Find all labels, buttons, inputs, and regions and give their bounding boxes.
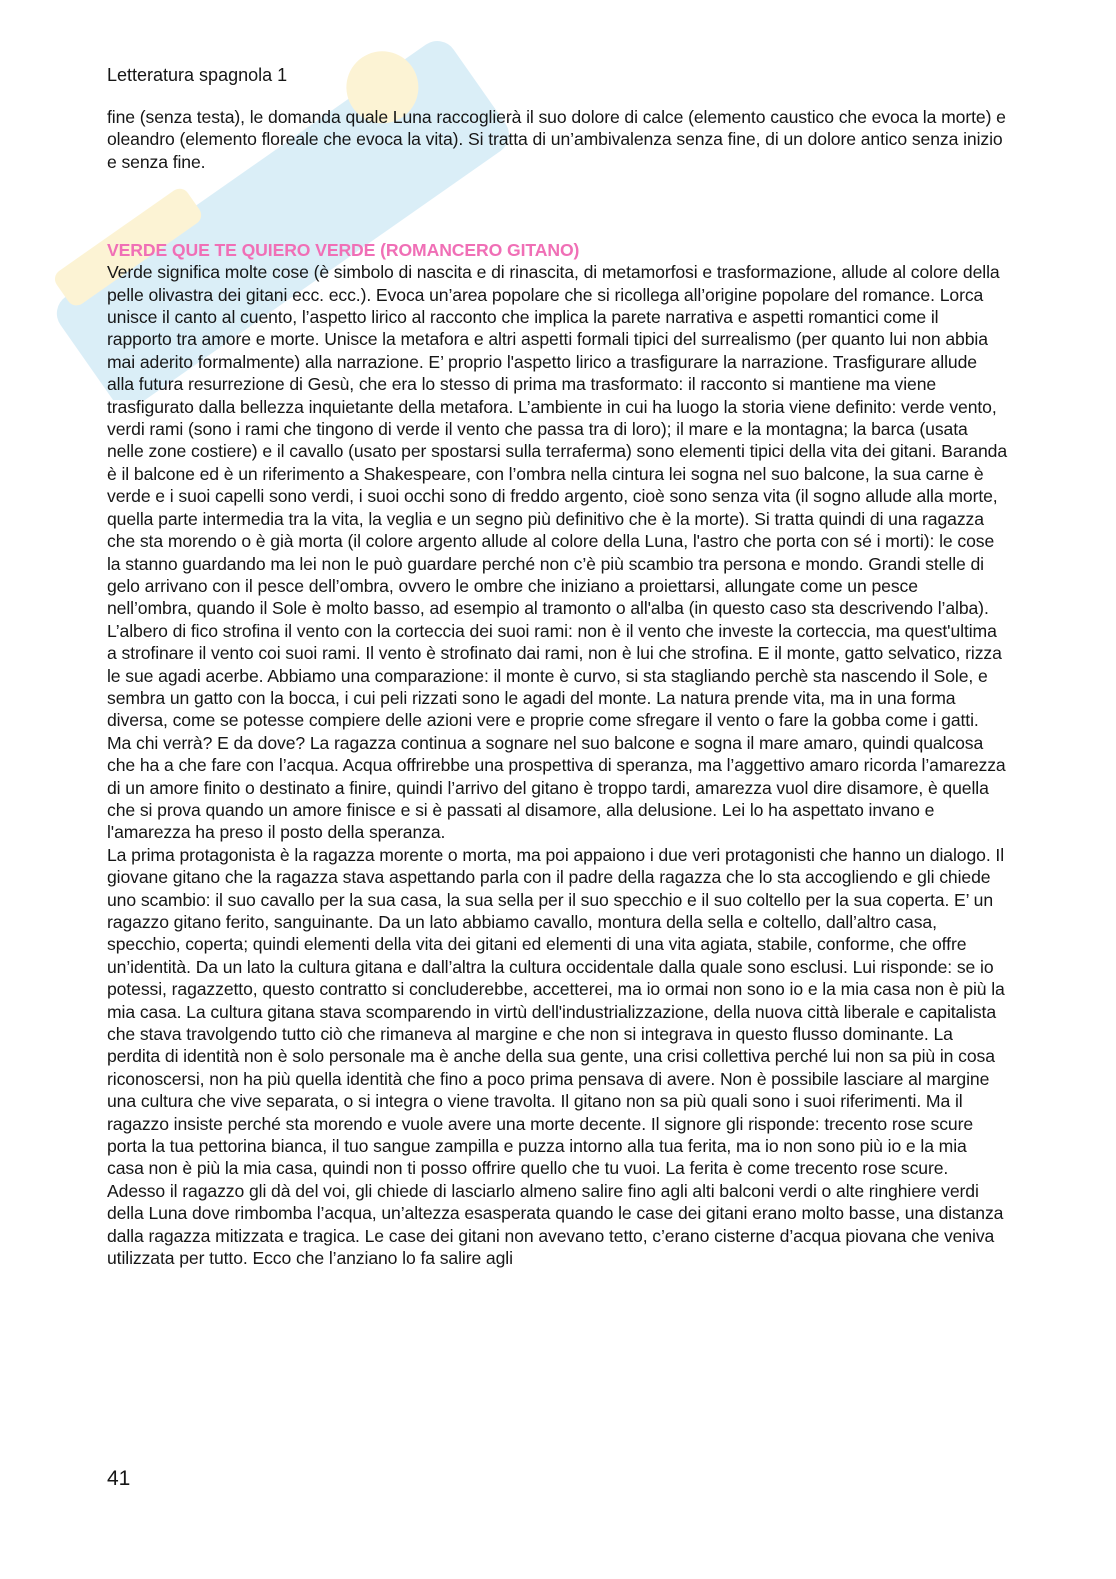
- intro-paragraph: fine (senza testa), le domanda quale Luna raccoglierà il suo dolore di calce (elemento caustico che evoca la morte) e oleandro (elemento floreale che evoca la vita). Si tratta di un’ambivalenza senza fine, di un dolore antico senza inizio e senza fine.: [107, 107, 1006, 172]
- document-page: [107, 64, 1007, 1270]
- page-number: 41: [107, 1467, 131, 1490]
- body-paragraph-2: La prima protagonista è la ragazza morente o morta, ma poi appaiono i due veri protagonisti che hanno un dialogo. Il giovane gitano che la ragazza stava aspettando parla con il padre della ragazza che lo sta accogliendo e gli chiede uno scambio: il suo cavallo per la sua casa, la sua sella per il suo specchio e il suo coltello per la sua coperta. E’ un ragazzo gitano ferito, sanguinante. Da un lato abbiamo cavallo, montura della sella e coltello, dall’altro casa, specchio, coperta; quindi elementi della vita dei gitani ed elementi di una vita agiata, stabile, conforme, che offre un’identità. Da un lato la cultura gitana e dall’altra la cultura occidentale dalla quale sono esclusi. Lui risponde: se io potessi, ragazzetto, questo contratto si concluderebbe, accetterei, ma io ormai non sono io e la mia casa non è più la mia casa. La cultura gitana stava scomparendo in virtù dell'industrializzazione, della nuova città liberale e capitalista che stava travolgendo tutto ciò che rimaneva al margine e che non si integrava in questo flusso dominante. La perdita di identità non è solo personale ma è anche della sua gente, una crisi collettiva perché lui non sa più in cosa riconoscersi, non ha più quella identità che fino a poco prima pensava di avere. Non è possibile lasciare al margine una cultura che vive separata, o si integra o viene travolta. Il gitano non sa più quali sono i suoi riferimenti. Ma il ragazzo insiste perché sta morendo e vuole avere una morte decente. Il signore gli risponde: trecento rose scure porta la tua pettorina bianca, il tuo sangue zampilla e puzza intorno alla tua ferita, ma io non sono più io e la mia casa non è più la mia casa, quindi non ti posso offrire quello che tu vuoi. La ferita è come trecento rose scure. Adesso il ragazzo gli dà del voi, gli chiede di lasciarlo almeno salire fino agli alti balconi verdi o alte ringhiere verdi della Luna dove rimbomba l’acqua, un’altezza esasperata quando le case dei gitani erano molto basse, una distanza dalla ragazza mitizzata e tragica. Le case dei gitani non avevano tetto, c’erano cisterne d’acqua piovana che veniva utilizzata per tutto. Ecco che l’anziano lo fa salire agli: [107, 844, 1005, 1269]
- body-paragraph-1: Verde significa molte cose (è simbolo di nascita e di rinascita, di metamorfosi e trasformazione, allude al colore della pelle olivastra dei gitani ecc. ecc.). Evoca un’area popolare che si ricollega all’origine popolare del romance. Lorca unisce il canto al cuento, l’aspetto lirico al racconto che implica la parete narrativa e aspetti romantici come il rapporto tra amore e morte. Unisce la metafora e altri aspetti formali tipici del surrealismo (per quanto lui non abbia mai aderito formalmente) alla narrazione. E’ proprio l'aspetto lirico a trasfigurare la narrazione. Trasfigurare allude alla futura resurrezione di Gesù, che era lo stesso di prima ma trasformato: il racconto si mantiene ma viene trasfigurato dalla bellezza inquietante della metafora. L’ambiente in cui ha luogo la storia viene definito: verde vento, verdi rami (sono i rami che tingono di verde il vento che passa tra di loro); il mare e la montagna; la barca (usata nelle zone costiere) e il cavallo (usato per spostarsi sulla terraferma) sono elementi tipici della vita dei gitani. Baranda è il balcone ed è un riferimento a Shakespeare, con l’ombra nella cintura lei sogna nel suo balcone, la sua carne è verde e i suoi capelli sono verdi, i suoi occhi sono di freddo argento, cioè sono senza vita (il sogno allude alla morte, quella parte intermedia tra la vita, la veglia e un segno più definitivo che è la morte). Si tratta quindi di una ragazza che sta morendo o è già morta (il colore argento allude al colore della Luna, l'astro che porta con sé i morti): le cose la stanno guardando ma lei non le può guardare perché non c’è più scambio tra persona e mondo. Grandi stelle di gelo arrivano con il pesce dell’ombra, ovvero le ombre che iniziano a proiettarsi, allungate come un pesce nell’ombra, quando il Sole è molto basso, ad esempio al tramonto o all'alba (in questo caso sta descrivendo l’alba). L’albero di fico strofina il vento con la corteccia dei suoi rami: non è il vento che investe la corteccia, ma quest'ultima a strofinare il vento coi suoi rami. Il vento è strofinato dai rami, non è lui che strofina. E il monte, gatto selvatico, rizza le sue agadi acerbe. Abbiamo una comparazione: il monte è curvo, si sta stagliando perchè sta nascendo il Sole, e sembra un gatto con la bocca, i cui peli rizzati sono le agadi del monte. La natura prende vita, ma in una forma diversa, come se potesse compiere delle azioni vere e proprie come sfregare il vento o fare la gobba come i gatti. Ma chi verrà? E da dove? La ragazza continua a sognare nel suo balcone e sogna il mare amaro, quindi qualcosa che ha a che fare con l’acqua. Acqua offrirebbe una prospettiva di speranza, ma l’aggettivo amaro ricorda l’amarezza di un amore finito o destinato a finire, quindi l’arrivo del gitano è troppo tardi, amarezza vuol dire disamore, è quella che si prova quando un amore finisce e si è passati al disamore, alla delusione. Lei lo ha aspettato invano e l'amarezza ha preso il posto della speranza.: [107, 262, 1008, 843]
- section-heading: VERDE QUE TE QUIERO VERDE (ROMANCERO GITANO): [107, 240, 580, 261]
- page-header: Letteratura spagnola 1: [107, 65, 288, 85]
